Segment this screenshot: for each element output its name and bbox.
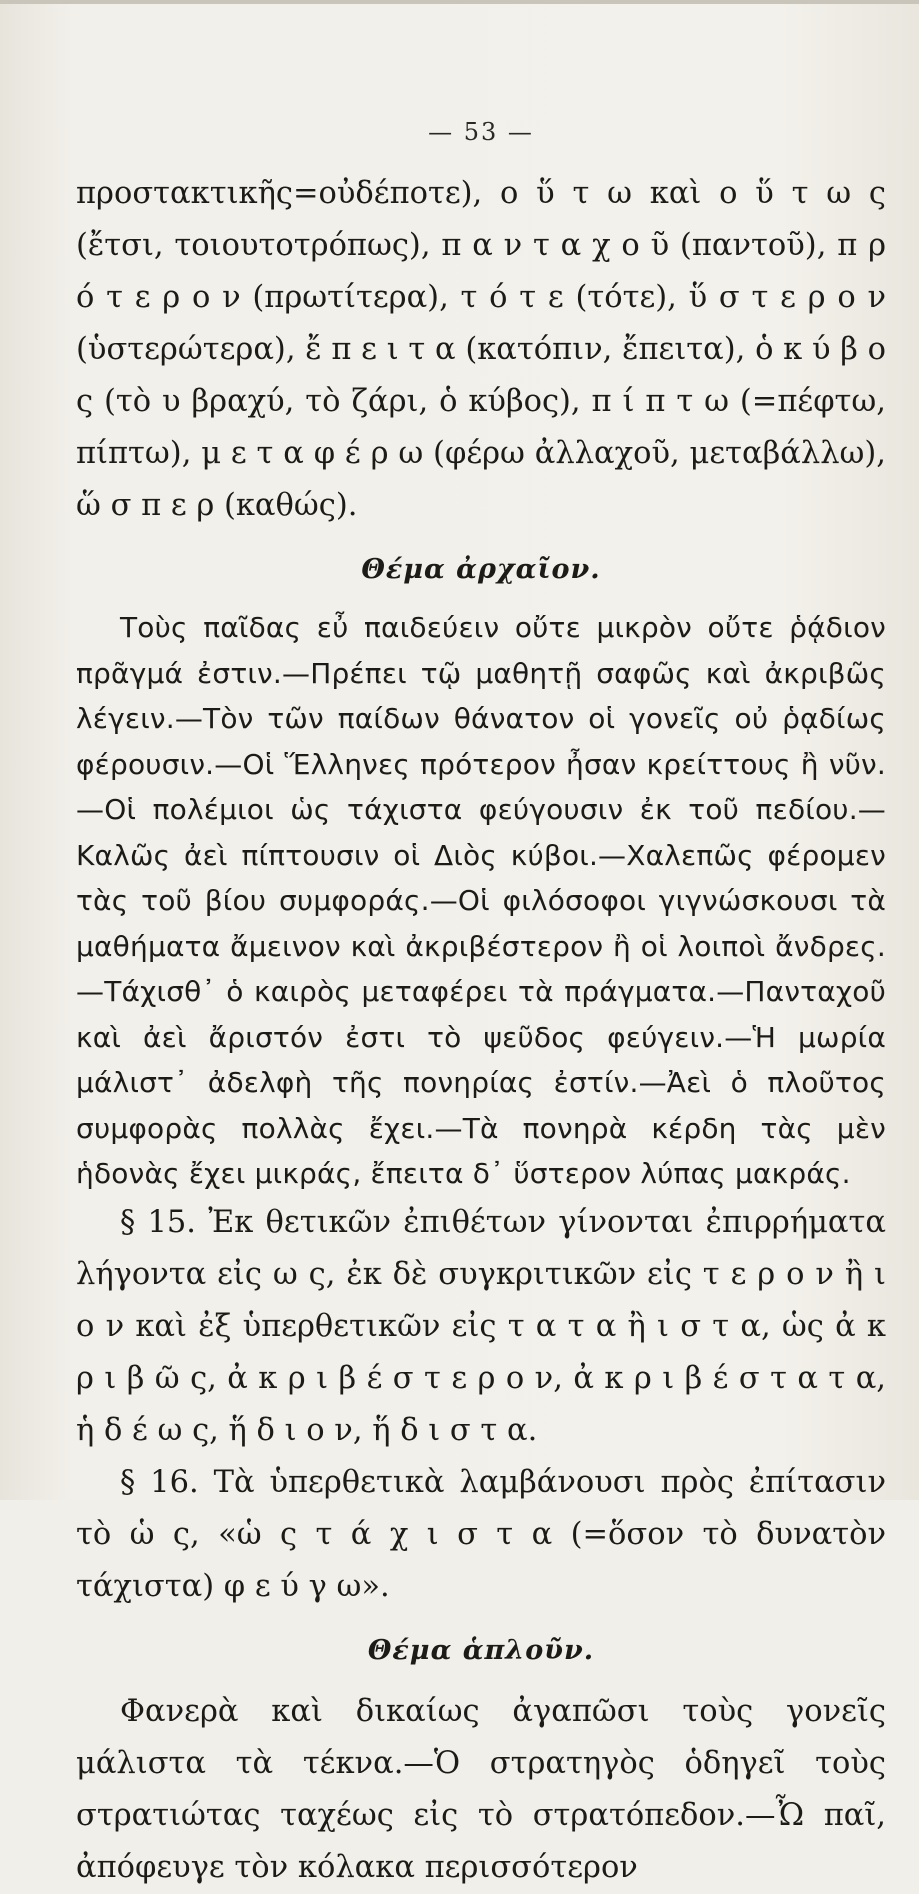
top-edge-rule [0, 0, 919, 4]
section-16-paragraph: § 16. Τὰ ὑπερθετικὰ λαμβάνουσι πρὸς ἐπίτασιν τὸ ὡ ς, «ὡ ς τ ά χ ι σ τ α (=ὅσον τὸ δυνατὸν τάχιστα) φ ε ύ γ ω». [76, 1464, 886, 1604]
page-number: — 53 — [428, 118, 534, 146]
ancient-exercise-paragraph: Τοὺς παῖδας εὖ παιδεύειν οὔτε μικρὸν οὔτε ῥᾴδιον πρᾶγμά ἐστιν.—Πρέπει τῷ μαθητῇ σαφῶς καὶ ἀκριβῶς λέγειν.—Τὸν τῶν παίδων θάνατον οἱ γονεῖς οὐ ῥᾳδίως φέρουσιν.—Οἱ Ἕλληνες πρότερον ἦσαν κρείττους ἢ νῦν.—Οἱ πολέμιοι ὡς τάχιστα φεύγουσιν ἐκ τοῦ πεδίου.—Καλῶς ἀεὶ πίπτουσιν οἱ Διὸς κύβοι.—Χαλεπῶς φέρομεν τὰς τοῦ βίου συμφοράς.—Οἱ φιλόσοφοι γιγνώσκουσι τὰ μαθήματα ἄμεινον καὶ ἀκριβέστερον ἢ οἱ λοιποὶ ἄνδρες.—Τάχισθ᾽ ὁ καιρὸς μεταφέρει τὰ πράγματα.—Πανταχοῦ καὶ ἀεὶ ἄριστόν ἐστι τὸ ψεῦδος φεύγειν.—Ἡ μωρία μάλιστ᾽ ἀδελφὴ τῆς πονηρίας ἐστίν.—Ἀεὶ ὁ πλοῦτος συμφορὰς πολλὰς ἔχει.—Τὰ πονηρὰ κέρδη τὰς μὲν ἡδονὰς ἔχει μικράς, ἔπειτα δ᾽ ὕστερον λύπας μακράς. [76, 611, 886, 1190]
section-heading-simple-exercise: Θέμα ἁπλοῦν. [367, 1634, 595, 1666]
page-content [76, 118, 886, 1894]
section-15-paragraph: § 15. Ἐκ θετικῶν ἐπιθέτων γίνονται ἐπιρρήματα λήγοντα εἰς ω ς, ἐκ δὲ συγκριτικῶν εἰς τ ε ρ ο ν ἢ ι ο ν καὶ ἐξ ὑπερθετικῶν εἰς τ α τ α ἢ ι σ τ α, ὡς ἀ κ ρ ι β ῶ ς, ἀ κ ρ ι β έ σ τ ε ρ ο ν, ἀ κ ρ ι β έ σ τ α τ α, ἡ δ έ ω ς, ἥ δ ι ο ν, ἥ δ ι σ τ α. [76, 1204, 886, 1448]
glossary-paragraph: προστακτικῆς=οὐδέποτε), ο ὕ τ ω καὶ ο ὕ τ ω ς (ἔτσι, τοιουτοτρόπως), π α ν τ α χ ο ῦ (παντοῦ), π ρ ό τ ε ρ ο ν (πρωτίτερα), τ ό τ ε (τότε), ὕ σ τ ε ρ ο ν (ὑστερώτερα), ἔ π ε ι τ α (κατόπιν, ἔπειτα), ὁ κ ύ β ο ς (τὸ υ βραχύ, τὸ ζάρι, ὁ κύβος), π ί π τ ω (=πέφτω, πίπτω), μ ε τ α φ έ ρ ω (φέρω ἀλλαχοῦ, μεταβάλλω), ὥ σ π ε ρ (καθώς). [76, 176, 886, 523]
section-heading-ancient-exercise: Θέμα ἀρχαῖον. [361, 554, 601, 585]
simple-exercise-paragraph: Φανερὰ καὶ δικαίως ἀγαπῶσι τοὺς γονεῖς μάλιστα τὰ τέκνα.—Ὁ στρατηγὸς ὁδηγεῖ τοὺς στρατιώτας ταχέως εἰς τὸ στρατόπεδον.—Ὦ παῖ, ἀπόφευγε τὸν κόλακα περισσότερον [76, 1693, 886, 1885]
